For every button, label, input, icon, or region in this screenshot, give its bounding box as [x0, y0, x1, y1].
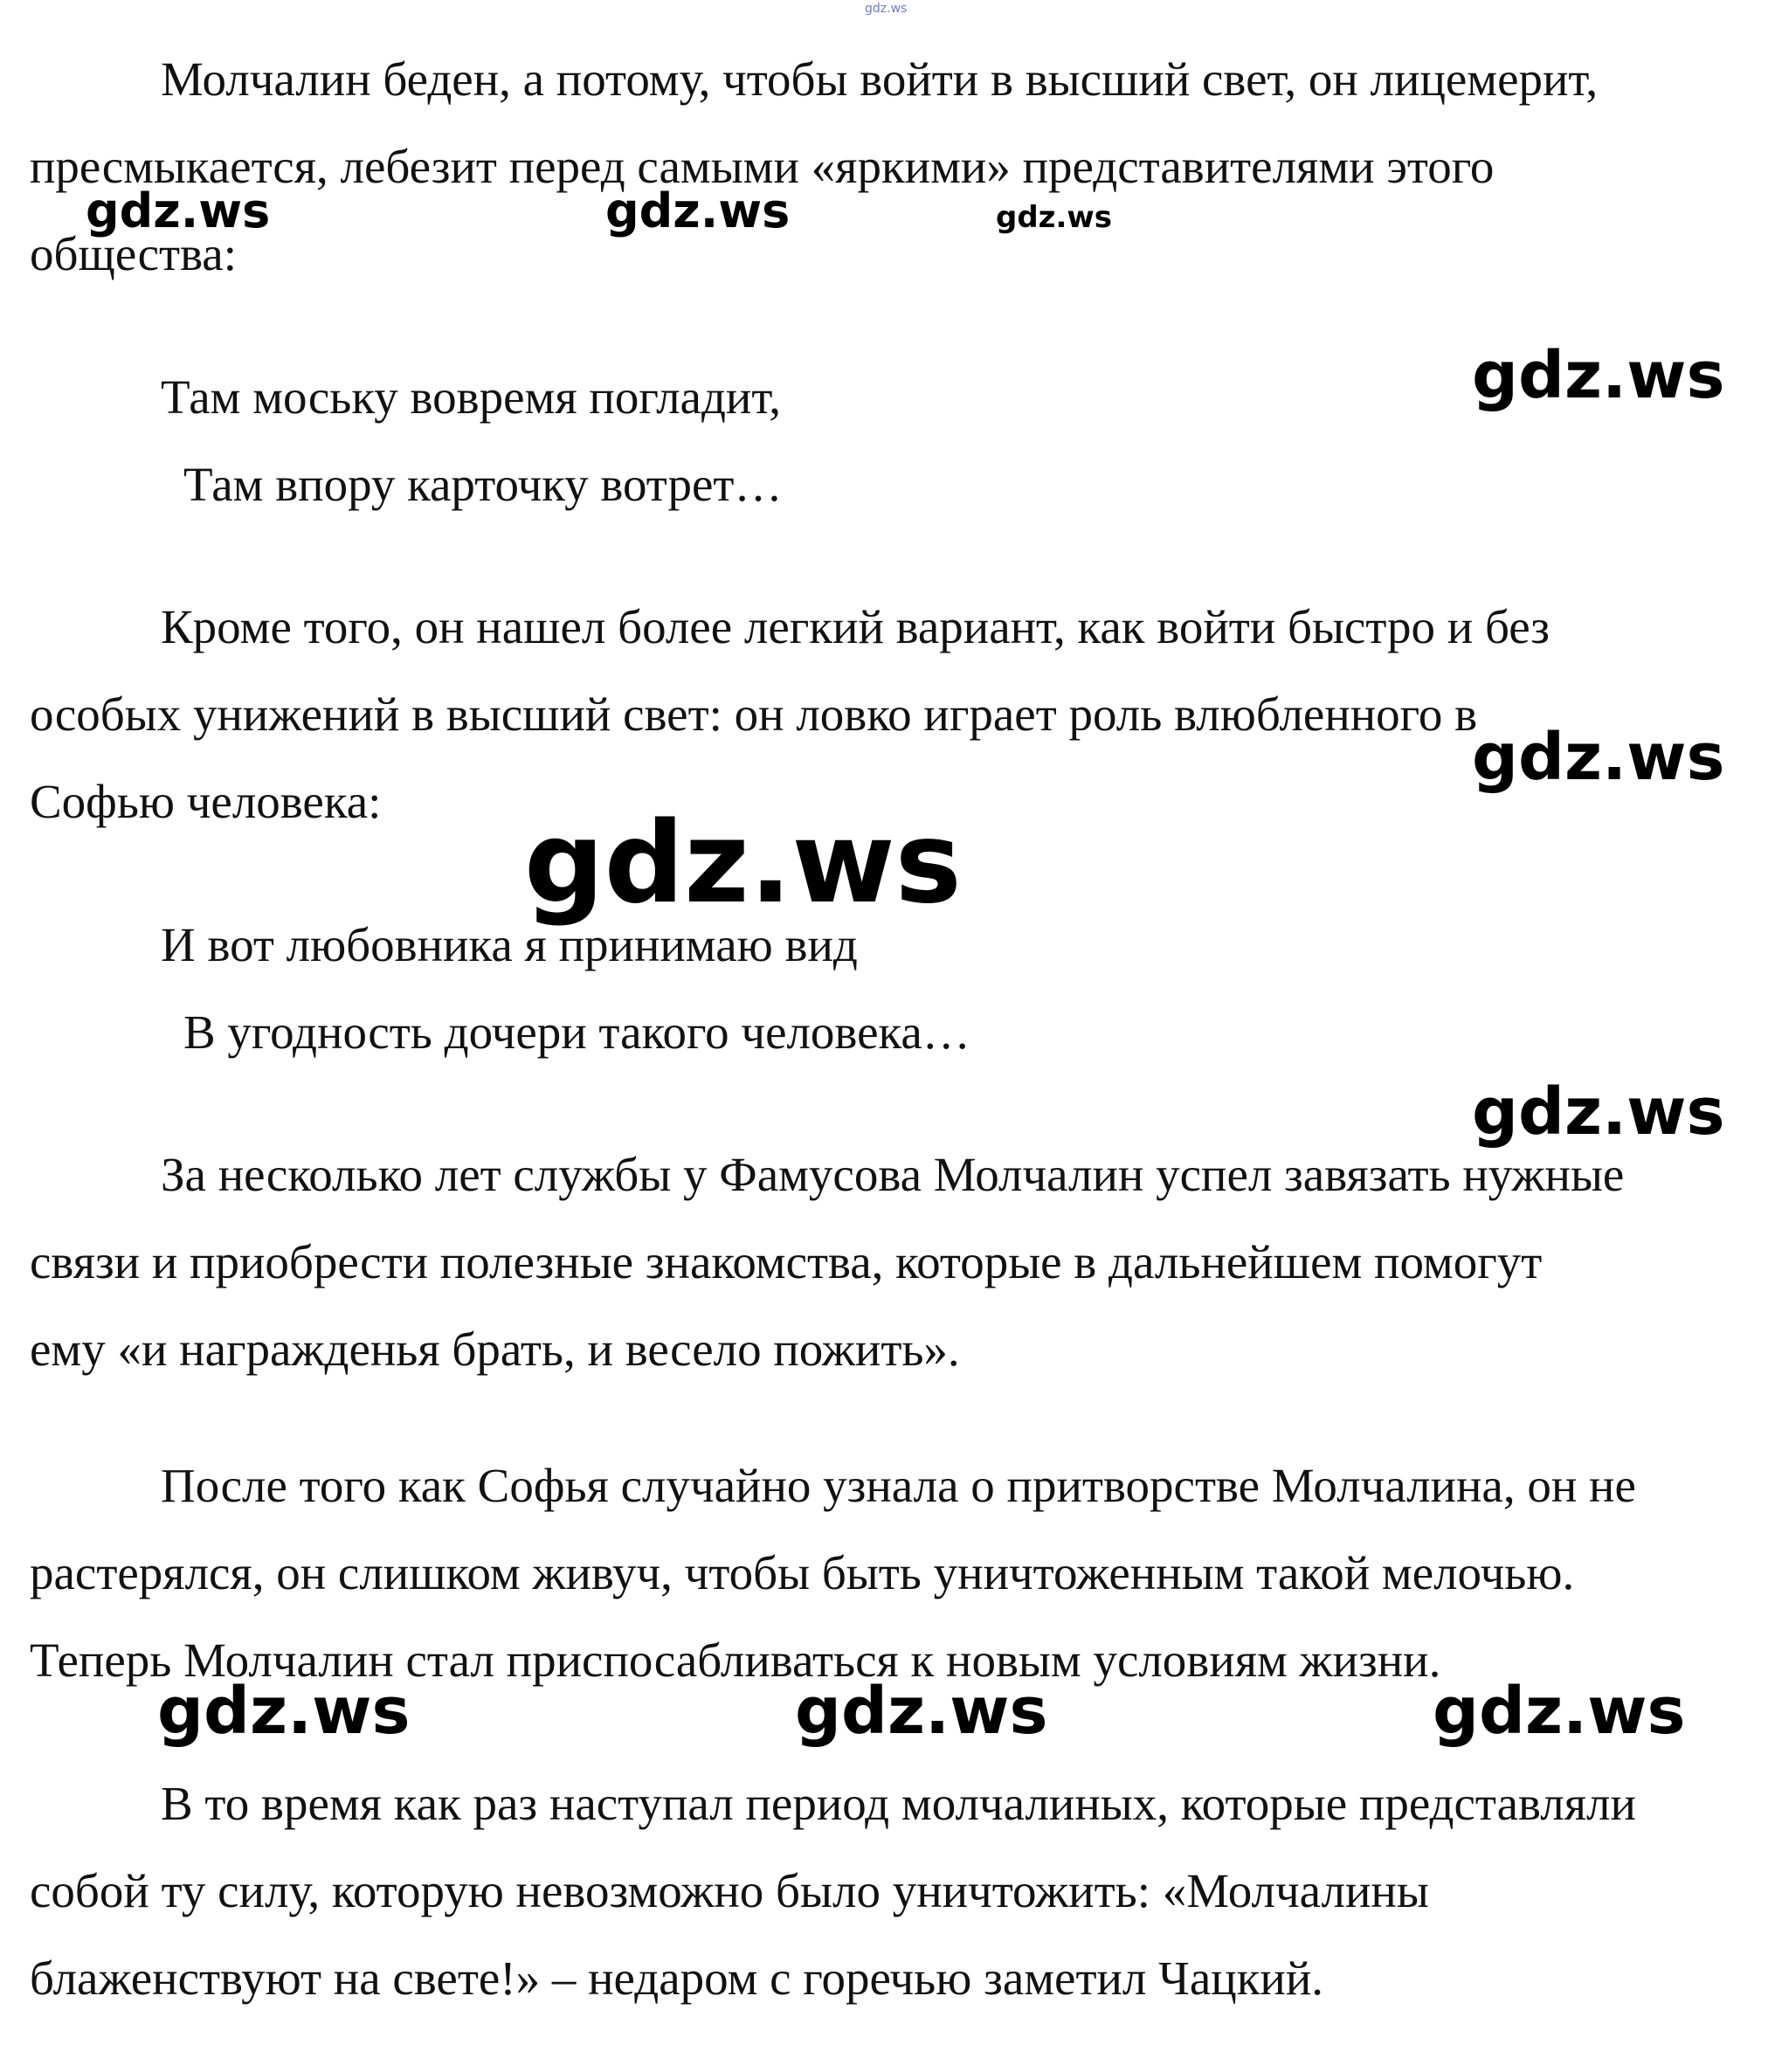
- quote-1-line-1: Там моську вовремя погладит,: [161, 370, 782, 424]
- watermark: gdz.ws: [1472, 338, 1725, 413]
- watermark: gdz.ws: [996, 200, 1113, 235]
- paragraph-3-line-1: За несколько лет службы у Фамусова Молчалин успел завязать нужные: [161, 1148, 1625, 1201]
- quote-2-line-1: И вот любовника я принимаю вид: [161, 918, 858, 971]
- watermark-large: gdz.ws: [524, 798, 962, 929]
- paragraph-4-line-3: Теперь Молчалин стал приспосабливаться к новым условиям жизни.: [30, 1633, 1441, 1687]
- paragraph-2-line-3: Софью человека:: [30, 775, 382, 828]
- paragraph-5-line-3: блаженствуют на свете!» – недаром с горечью заметил Чацкий.: [30, 1951, 1324, 2005]
- watermark: gdz.ws: [1433, 1674, 1686, 1749]
- quote-1-line-2: Там впору карточку вотрет…: [183, 458, 783, 511]
- watermark: gdz.ws: [795, 1674, 1048, 1749]
- watermark: gdz.ws: [1472, 720, 1725, 795]
- paragraph-3-line-3: ему «и награжденья брать, и весело пожить».: [30, 1323, 960, 1376]
- paragraph-4-line-1: После того как Софья случайно узнала о притворстве Молчалина, он не: [161, 1459, 1636, 1512]
- paragraph-2-line-2: особых унижений в высший свет: он ловко играет роль влюбленного в: [30, 687, 1478, 741]
- paragraph-5-line-1: В то время как раз наступал период молчалиных, которые представляли: [161, 1777, 1636, 1830]
- watermark-top: gdz.ws: [865, 2, 908, 16]
- paragraph-1-line-1: Молчалин беден, а потому, чтобы войти в высший свет, он лицемерит,: [161, 52, 1599, 106]
- watermark: gdz.ws: [157, 1674, 411, 1749]
- paragraph-2-line-1: Кроме того, он нашел более легкий вариант, как войти быстро и без: [161, 600, 1550, 653]
- paragraph-1-line-3: общества:: [30, 227, 237, 280]
- paragraph-1-line-2: пресмыкается, лебезит перед самыми «яркими» представителями этого: [30, 140, 1495, 193]
- watermark: gdz.ws: [1472, 1074, 1725, 1150]
- paragraph-5-line-2: собой ту силу, которую невозможно было уничтожить: «Молчалины: [30, 1864, 1429, 1917]
- watermark: gdz.ws: [605, 183, 791, 238]
- paragraph-4-line-2: растерялся, он слишком живуч, чтобы быть уничтоженным такой мелочью.: [30, 1546, 1575, 1599]
- quote-2-line-2: В угодность дочери такого человека…: [183, 1005, 970, 1059]
- watermark: gdz.ws: [86, 183, 271, 238]
- paragraph-3-line-2: связи и приобрести полезные знакомства, которые в дальнейшем помогут: [30, 1235, 1543, 1288]
